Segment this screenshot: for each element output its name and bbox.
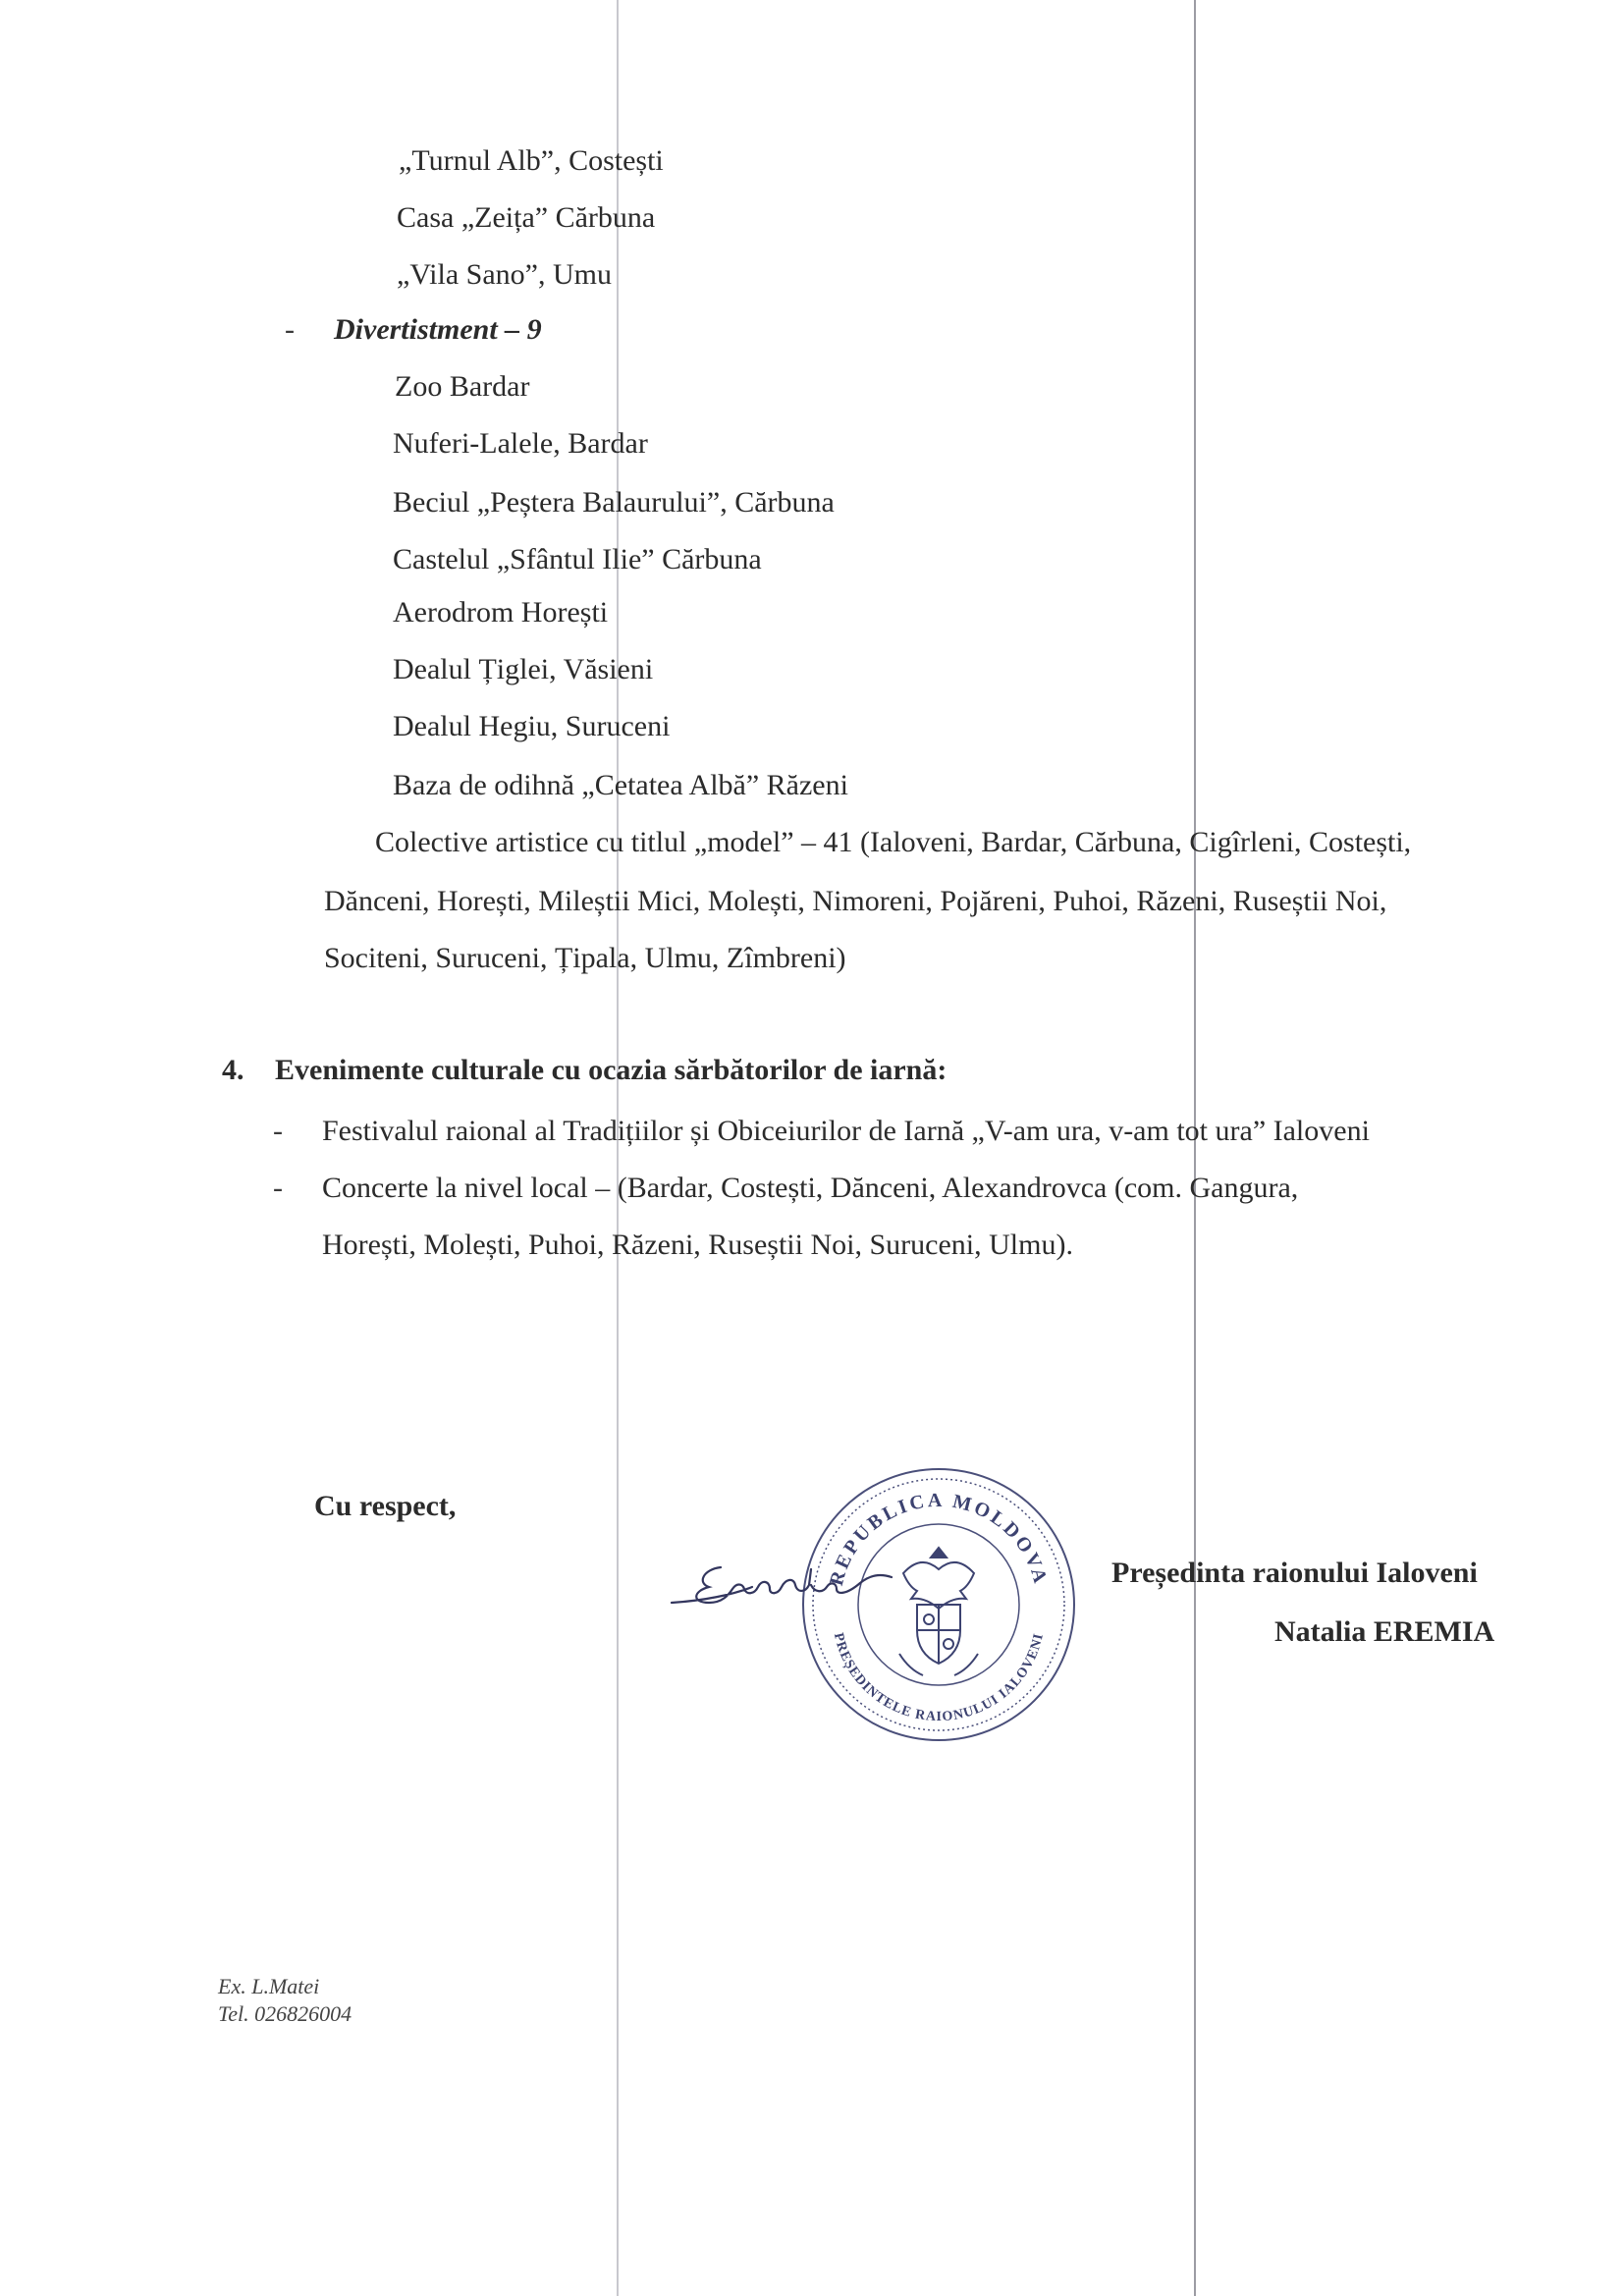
list-item: Casa „Zeița” Cărbuna — [397, 201, 656, 234]
category-heading: Divertistment – 9 — [334, 313, 542, 346]
list-item: Zoo Bardar — [395, 370, 530, 403]
list-item: Concerte la nivel local – (Bardar, Costești, Dănceni, Alexandrovca (com. Gangura, — [322, 1172, 1299, 1204]
closing-greeting: Cu respect, — [314, 1490, 457, 1522]
list-dash: - — [273, 1172, 283, 1204]
list-item: Dealul Hegiu, Suruceni — [393, 710, 671, 742]
phone-note: Tel. 026826004 — [218, 2001, 352, 2026]
list-item: „Vila Sano”, Umu — [397, 258, 612, 291]
paragraph-line: Colective artistice cu titlul „model” – 41 (Ialoveni, Bardar, Cărbuna, Cigîrleni, Costești, — [375, 826, 1412, 858]
list-item: Nuferi-Lalele, Bardar — [393, 427, 648, 460]
paragraph-line: Sociteni, Suruceni, Țipala, Ulmu, Zîmbreni) — [324, 942, 846, 974]
stamp-top-text: REPUBLICA MOLDOVA — [825, 1489, 1053, 1589]
list-item: Dealul Țiglei, Văsieni — [393, 653, 654, 685]
executor-note: Ex. L.Matei — [218, 1974, 320, 1998]
list-item: „Turnul Alb”, Costești — [399, 144, 664, 177]
list-item: Beciul „Peștera Balaurului”, Cărbuna — [393, 486, 835, 519]
signatory-position: Președinta raionului Ialoveni — [1111, 1557, 1478, 1589]
list-item: Festivalul raional al Tradițiilor și Obiceiurilor de Iarnă „V-am ura, v-am tot ura” Ialoveni — [322, 1115, 1370, 1147]
list-item: Aerodrom Horești — [393, 596, 609, 629]
stamp-bottom-text: PREȘEDINTELE RAIONULUI IALOVENI — [830, 1631, 1048, 1725]
section-number: 4. — [222, 1054, 244, 1086]
list-item: Castelul „Sfântul Ilie” Cărbuna — [393, 543, 762, 575]
list-dash: - — [273, 1115, 283, 1147]
list-item: Baza de odihnă „Cetatea Albă” Răzeni — [393, 769, 848, 801]
list-item: Horești, Molești, Puhoi, Răzeni, Ruseștii Noi, Suruceni, Ulmu). — [322, 1229, 1073, 1261]
signature — [664, 1544, 899, 1622]
list-dash: - — [285, 313, 295, 346]
paragraph-line: Dănceni, Horești, Mileștii Mici, Molești, Nimoreni, Pojăreni, Puhoi, Răzeni, Ruseștii Noi, — [324, 885, 1387, 917]
signatory-name: Natalia EREMIA — [1274, 1615, 1495, 1648]
coat-of-arms-icon — [899, 1548, 978, 1675]
section-title: Evenimente culturale cu ocazia sărbătorilor de iarnă: — [275, 1054, 947, 1086]
